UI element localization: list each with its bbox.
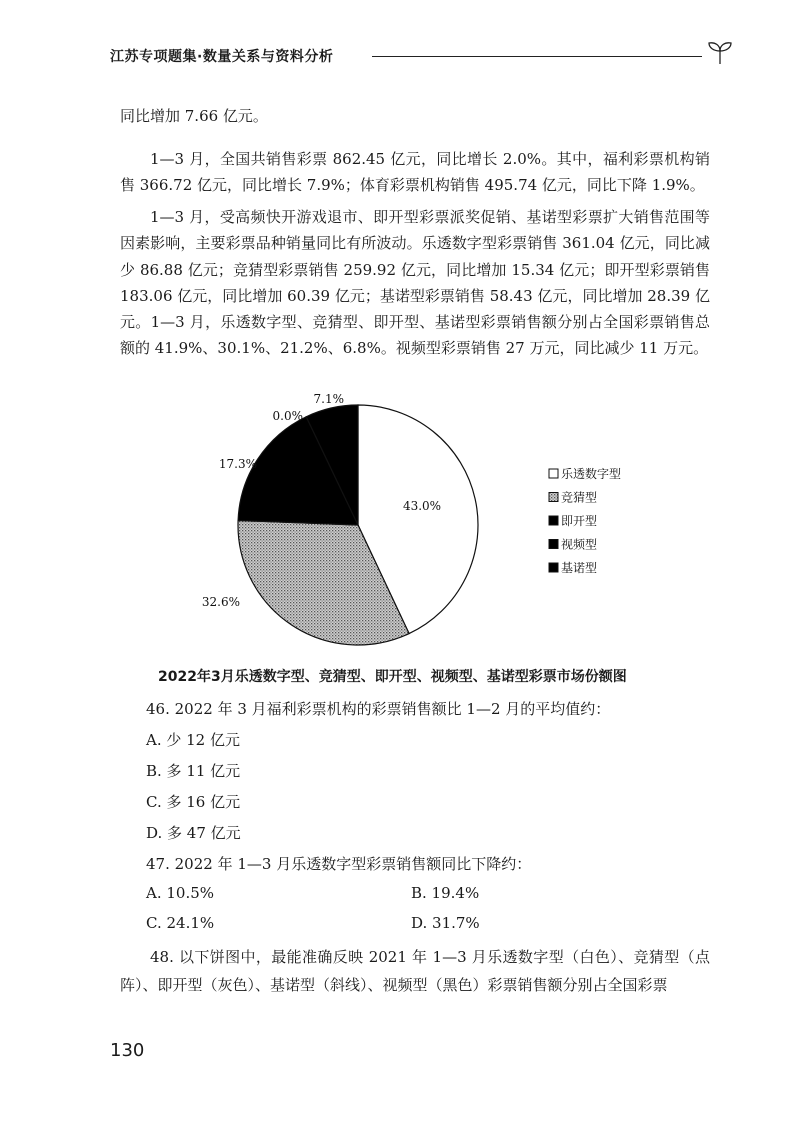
q47-option-a: A. 10.5% <box>146 884 215 902</box>
legend-label-3: 即开型 <box>561 514 598 528</box>
pie-label-1: 43.0% <box>402 499 442 513</box>
q46-option-d: D. 多 47 亿元 <box>146 824 241 842</box>
question-48-stem: 48. 以下饼图中，最能准确反映 2021 年 1—3 月乐透数字型（白色）、竞猜型（点阵）、即开型（灰色）、基诺型（斜线）、视频型（黑色）彩票销售额分别占全国彩票 <box>120 948 710 994</box>
legend-swatch-2 <box>549 493 558 502</box>
chart-title: 2022年3月乐透数字型、竞猜型、即开型、视频型、基诺型彩票市场份额图 <box>158 669 627 685</box>
q46-option-a: A. 少 12 亿元 <box>146 731 240 749</box>
pie-label-3: 17.3% <box>218 457 257 471</box>
legend-swatch-3 <box>549 516 558 525</box>
legend-swatch-4 <box>549 540 558 549</box>
header-rule <box>372 56 702 57</box>
pie-label-2: 32.6% <box>201 595 240 609</box>
q47-option-c: C. 24.1% <box>146 914 215 932</box>
sprout-icon <box>705 38 735 66</box>
q47-option-d: D. 31.7% <box>411 914 480 932</box>
q46-option-c: C. 多 16 亿元 <box>146 793 241 811</box>
running-header <box>110 44 740 70</box>
legend-label-4: 视频型 <box>561 537 598 552</box>
header-title: 江苏专项题集·数量关系与资料分析 <box>110 49 334 65</box>
legend-label-1: 乐透数字型 <box>561 467 622 481</box>
q47-option-b: B. 19.4% <box>411 884 480 902</box>
paragraph-2: 1—3 月，受高频快开游戏退市、即开型彩票派奖促销、基诺型彩票扩大销售范围等因素影响，主要彩票品种销量同比有所波动。乐透数字型彩票销售 361.04 亿元，同比减少 86.88 亿元；竞猜型彩票销售 259.92 亿元，同比增加 15.34 亿元；即开型彩票销售 183.06 亿元，同比增加 60.39 亿元；基诺型彩票销售 58.43 亿元，同比增加 28.39 亿元。1—3 月，乐透数字型、竞猜型、即开型、基诺型彩票销售额分别占全国彩票销售总额的 41.9%、30.1%、21.2%、6.8%。视频型彩票销售 27 万元，同比减少 11 万元。 <box>120 208 710 358</box>
pie-label-4: 0.0% <box>272 409 303 423</box>
page-number: 130 <box>110 1040 145 1061</box>
legend-swatch-5 <box>549 563 558 572</box>
pie-chart <box>200 392 720 654</box>
legend-label-2: 竞猜型 <box>561 490 598 505</box>
pie-label-5: 7.1% <box>313 392 344 406</box>
legend-label-5: 基诺型 <box>561 561 598 575</box>
paragraph-1: 1—3 月，全国共销售彩票 862.45 亿元，同比增长 2.0%。其中，福利彩票机构销售 366.72 亿元，同比增长 7.9%；体育彩票机构销售 495.74 亿元，同比下降 1.9%。 <box>120 150 710 194</box>
legend-swatch-1 <box>549 469 558 478</box>
question-47-stem: 47. 2022 年 1—3 月乐透数字型彩票销售额同比下降约： <box>146 855 532 873</box>
paragraph-0: 同比增加 7.66 亿元。 <box>120 107 268 125</box>
q46-option-b: B. 多 11 亿元 <box>146 762 241 780</box>
question-46-stem: 46. 2022 年 3 月福利彩票机构的彩票销售额比 1—2 月的平均值约： <box>146 700 611 718</box>
